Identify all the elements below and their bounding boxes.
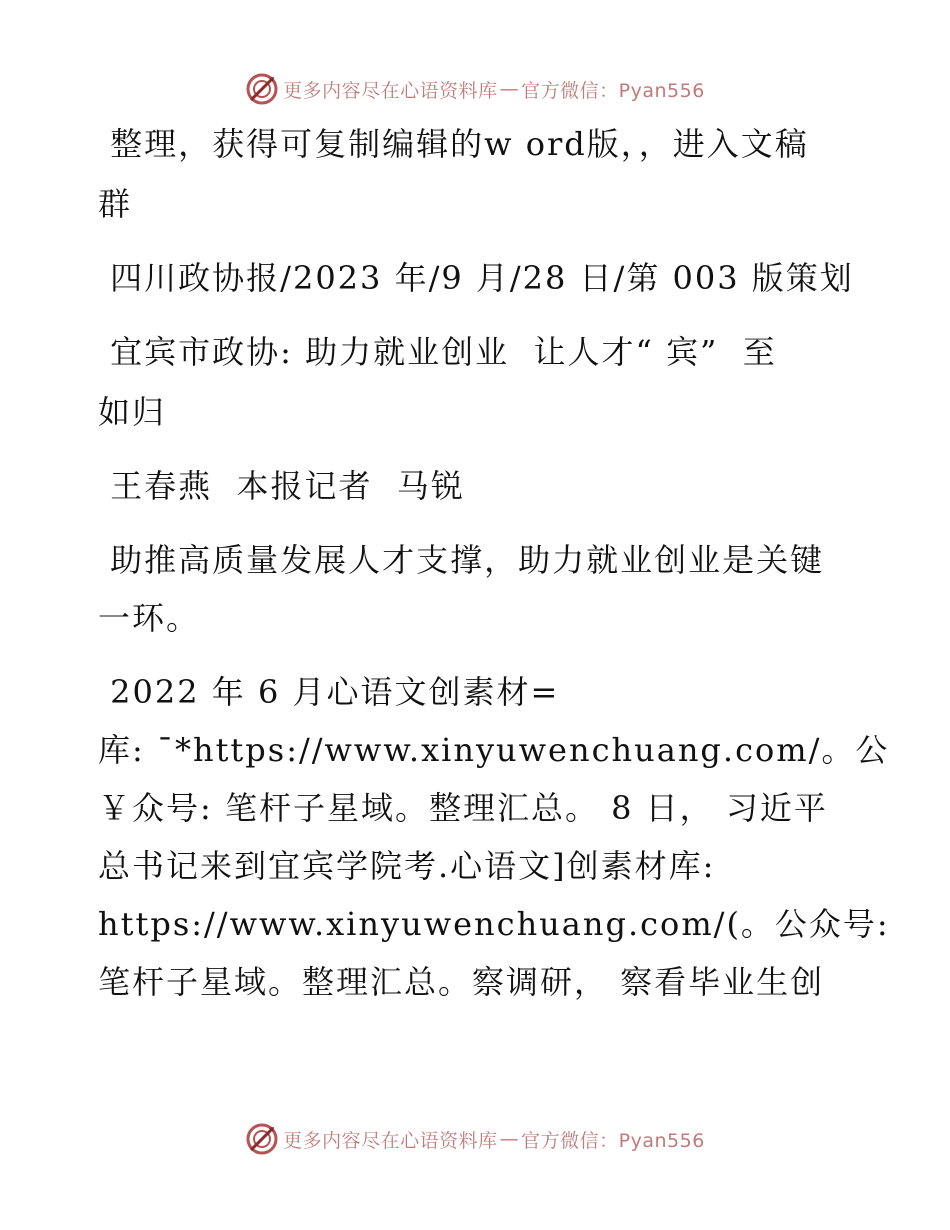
- banner-text: 更多内容尽在心语资料库: [283, 1129, 498, 1152]
- text-line: 2022 年 6 月心语文创素材=: [98, 673, 560, 711]
- text-line: https://www.xinyuwenchuang.com/(。公众号:: [98, 905, 890, 943]
- footer-watermark: [0, 1122, 950, 1156]
- banner-wechat: 官方微信：Pyan556: [521, 79, 705, 102]
- header-watermark: [0, 72, 950, 106]
- text-line: 四川政协报/2023 年/9 月/28 日/第 003 版策划: [98, 259, 854, 297]
- text-line: 群: [98, 185, 133, 223]
- banner-dash: —: [499, 1128, 520, 1150]
- logo-icon: [245, 1122, 279, 1156]
- text-line: 笔杆子星域。整理汇总。察调研， 察看毕业生创: [98, 963, 825, 1001]
- banner-wechat: 官方微信：Pyan556: [521, 1129, 705, 1152]
- text-line: ￥众号: 笔杆子星域。整理汇总。 8 日， 习近平: [98, 789, 828, 827]
- text-line: 助推高质量发展人才支撑，助力就业创业是关键: [98, 541, 825, 579]
- text-line: 宜宾市政协: 助力就业创业 让人才“ 宾” 至: [98, 333, 777, 371]
- text-line: 一环。: [98, 599, 201, 637]
- banner-dash: —: [499, 78, 520, 100]
- text-line: 库: ¯*https://www.xinyuwenchuang.com/。公: [98, 731, 890, 769]
- text-line: 总书记来到宜宾学院考.心语文]创素材库:: [98, 847, 716, 885]
- banner-text: 更多内容尽在心语资料库: [283, 79, 498, 102]
- text-line: 整理，获得可复制编辑的w ord版，，进入文稿: [98, 125, 809, 163]
- text-line: 王春燕 本报记者 马锐: [98, 467, 465, 505]
- logo-icon: [245, 72, 279, 106]
- text-line: 如归: [98, 393, 167, 431]
